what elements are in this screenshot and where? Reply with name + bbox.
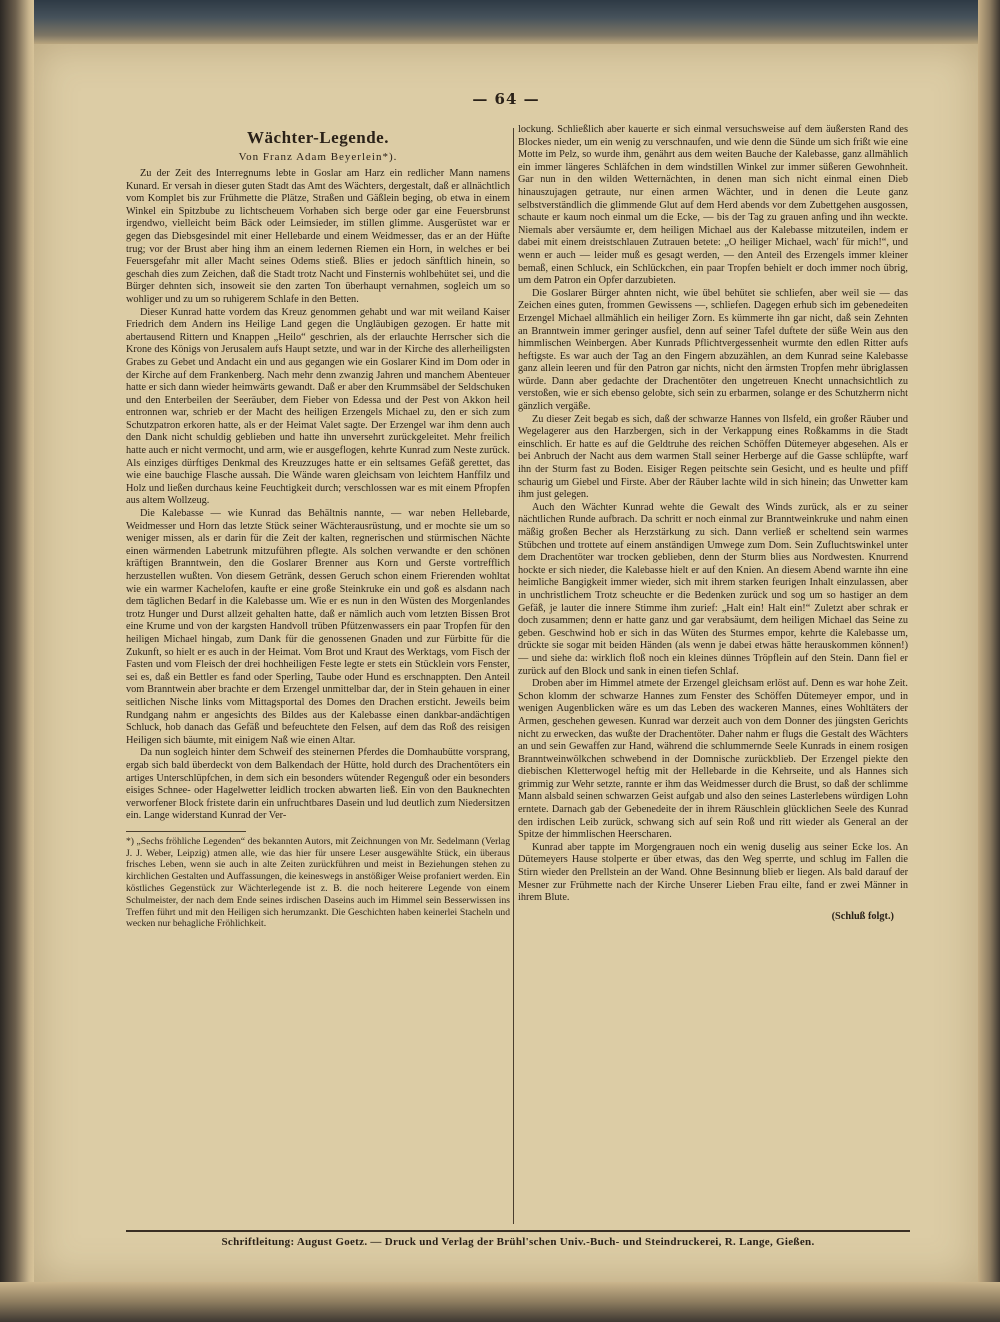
paragraph: Die Kalebasse — wie Kunrad das Behältnis nannte, — war neben Hellebarde, Weidmesser und Horn das letzte Stück seiner Wächterausrüstung, und er mochte sie um so weniger missen, als er darin für die Zeit der kalten, regnerischen und stürmischen Nächte einen wärmenden Labetrunk mitzuführen pflegte. Als solchen verwandte er den schönen kräftigen Branntwein, den die Goslarer Brenner aus Korn und Gerste vortrefflich herzustellen wußten. Von diesem Getränk, dessen Geruch schon einem Frierenden wohltat wie ein warmer Kachelofen, kaufte er eine große Steinkruke ein und goß es alsdann nach dem täglichen Bedarf in die Kalebasse um. Wie er es nun in den Wüsten des Morgenlandes trotz Hunger und Durst allzeit gehalten hatte, daß er nämlich auch vom letzten Bissen Brot eine Krume und von der kargsten Handvoll trüben Pfützenwassers ein paar Tropfen für den heiligen Michael hingab, zum Dank für die genossenen Gnaden und zur Fürbitte für die Zukunft, so hielt er es auch in der Heimat. Vom Brot und Kraut des Werktags, vom Fisch der Fasten und vom Fleisch der drei hochheiligen Feste legte er stets ein Stücklein vors Fenster, sei es, daß ein Bettler es fand oder Sperling, Taube oder Hund es erschnappten. Den Anteil vom Branntwein aber brachte er dem Erzengel unmittelbar dar, der in Stein gehauen in einer seitlichen Nische links vom Mittagsportal des Domes den Drachen ersticht. Jeweils beim Rundgang nahm er angesichts des Bildes aus der Kalebasse einen dankbar-andächtigen Schluck, hob danach das Gefäß und befeuchtete den Felsen, auf dem das Roß des reisigen Heiligen sich bäumte, mit einigem Naß wie einen Altar.: [126, 508, 510, 746]
footnote-divider: [126, 831, 246, 832]
left-column: [126, 124, 510, 1232]
right-column: [518, 124, 908, 1232]
footer-divider: [126, 1230, 910, 1232]
paragraph: lockung. Schließlich aber kauerte er sich einmal versuchsweise auf dem äußersten Rand des Blockes nieder, um ein wenig zu verschnaufen, und wie denn die Sünde um sich frißt wie eine Motte im Pelz, so wurde ihm, genährt aus dem weiten Bauche der Kalebasse, ganz allmählich ein immer längeres Schläfchen in dem windstillen Winkel zur immer süßeren Gewohnheit. Gar nun in den wilden Wetternächten, in denen man sich nicht einmal einen Dieb hinauszujagen getraute, nur einen armen Wächter, und in denen die Leute ganz selbstverständlich die glimmende Glut auf dem Herd abends vor dem Zubettgehen ausgossen, schaute er kaum noch einmal um die Ecke, — bis der Tag zu grauen anfing und ihn weckte. Niemals aber versäumte er, dem heiligen Michael aus der Kalebasse mitzuteilen, indem er dabei mit einem dreistschlauen Zutrauen betete: „O heiliger Michael, wach' für mich!“, und wenn er auch — leider muß es gesagt werden, — den Anteil des Erzengels immer kleiner bemaß, einen Schluck, ein Schlückchen, ein paar Tropfen behielt er doch immer noch übrig, um dem Patron ein Opfer darzubieten.: [518, 124, 908, 287]
column-divider: [513, 128, 514, 1224]
to-be-continued-note: (Schluß folgt.): [831, 910, 894, 922]
paragraph: Die Goslarer Bürger ahnten nicht, wie übel behütet sie schliefen, aber weil sie — das Zeichen eines guten, frommen Gewissens —, schliefen. Dagegen erhub sich im gebenedeiten Erzengel Michael allmählich ein heiliger Zorn. Es kümmerte ihn gar nicht, daß sein Zehnten an Branntwein immer geringer ausfiel, denn auf seiner Tafel duftete der süße Wein aus den himmlischen Weinbergen. Aber Kunrads Pflichtvergessenheit wurmte den edlen Ritter aufs heftigste. Es war auch der Tag an den Fingern abzuzählen, an dem Kunrad seine Kalebasse ganz allein leeren und für den Patron gar nichts, nicht den ärmsten Tropfen mehr übriglassen würde. Dann aber gedachte der Drachentöter den ungetreuen Knecht unnachsichtlich zu verstoßen, wie er sich ebenso gelobte, sich sein zu erbarmen, solange er des Schutzherrn nicht gänzlich vergäße.: [518, 287, 908, 413]
book-binding-left: [0, 0, 34, 1322]
paragraph: Droben aber im Himmel atmete der Erzengel gleichsam erlöst auf. Denn es war hohe Zeit. Schon klomm der schwarze Hannes zum Fenster des Schöffen Dütemeyer empor, und in wenigen Augenblicken wäre es um das Leben des wackeren Mannes, eines Wohltäters der Armen, geschehen gewesen. Kunrad war derzeit auch von dem Donner des jüngsten Gerichts nicht zu erwecken, das wußte der Drachentöter. Daher nahm er flugs die Gestalt des Wächters an und sein Gewaffen zur Hand, während die schlummernde Seele Kunrads in einem rosigen Branntweinwölkchen schwebend in der Domnische zurückblieb. Der Erzengel piekte den diebischen Kletterwogel heftig mit der Hellebarde in die Kehrseite, und als Hannes sich grimmig zur Wehr setzte, rannte er ihm das Weidmesser durch die Brust, so daß der schlimme Mann alsbald seinen schwarzen Geist aufgab und also den seines Lasterlebens würdigen Lohn erntete. Darnach gab der Gebenedeite der in ihrem Räuschlein glücklichen Seele des Kunrad den irdischen Leib zurück, schwang sich auf sein Roß und ritt wieder als General an der Spitze der himmlischen Heerscharen.: [518, 678, 908, 841]
book-binding-top: [0, 0, 1000, 44]
page-number: — 64 —: [472, 90, 540, 108]
book-binding-bottom: [0, 1282, 1000, 1322]
paragraph: Zu dieser Zeit begab es sich, daß der schwarze Hannes von Ilsfeld, ein großer Räuber und Wegelagerer aus den Harzbergen, sich in der Verkappung eines Roßkamms in die Stadt einschlich. Er hatte es auf die Geldtruhe des reichen Schöffen Dütemeyer abgesehen. Als er bei Anbruch der Nacht aus dem warmen Stall seiner Herberge auf die Gasse schlüpfte, warf ihn der Sturm fast zu Boden. Eisiger Regen peitschte sein Gesicht, und es heulte und pfiff schaurig um Giebel und Firste. Aber der Räuber lachte wild in sich hinein; das Unwetter kam ihm just gelegen.: [518, 413, 908, 501]
newspaper-page: [34, 44, 978, 1282]
book-binding-right: [978, 0, 1000, 1322]
imprint-footer: Schriftleitung: August Goetz. — Druck und Verlag der Brühl'schen Univ.-Buch- und Steindruckerei, R. Lange, Gießen.: [221, 1236, 815, 1248]
article-byline: Von Franz Adam Beyerlein*).: [238, 151, 398, 163]
article-title: Wächter-Legende.: [247, 128, 389, 147]
paragraph: Da nun sogleich hinter dem Schweif des steinernen Pferdes die Domhaubütte vorsprang, ergab sich bald überdeckt von dem Balkendach der Hütte, hold durch des Drachentöters ein artiges Unterschlüpfchen, in dem sich ein besonders wütender Regenguß oder ein besonders eisiges Schnee- oder Hagelwetter leidlich trocken abwarten ließ. Ein von den Bauknechten verworfener Block fristete darin ein unfruchtbares Dasein und lud deutlich zum Niedersitzen ein. Lange widerstand Kunrad der Ver-: [126, 747, 510, 822]
paragraph: Auch den Wächter Kunrad wehte die Gewalt des Winds zurück, als er zu seiner nächtlichen Runde aufbrach. Da schritt er noch einmal zur Branntweinkruke und nahm einen mäßig großen Becher als Herzstärkung zu sich. Dann verließ er scheltend sein warmes Stübchen und trottete auf einem anständigen Umwege zum Dom. Sein Zufluchtswinkel unter dem Drachentöter war trocken geblieben, denn der Sturm blies aus Nordwesten. Knurrend hockte er sich nieder, die Kalebasse hielt er auf den Knien. An diesem Abend warnte ihn eine heimliche Bangigkeit immer wieder, sich mit ihrem starken feurigen Inhalt einzulassen, aber in unchristlichem Trotz scheuchte er die Bedenken zurück und sog um so hastiger an dem Gefäß, je lauter die innere Stimme ihm zurief: „Halt ein! Halt ein!“ Zuletzt aber schrak er doch zusammen; denn er hatte ganz und gar verabsäumt, dem heiligen Michael das Seine zu geben. Geschwind hob er sich in das Wüten des Sturmes empor, kehrte die Kalebasse um, drückte sie sogar mit beiden Händen (als wenn je dabei etwas hätte herauskommen können!) — und siehe da: wirklich floß noch ein kleines dünnes Tröpflein auf den Stein. Dann fiel er zurück auf den Block und sank in einen tiefen Schlaf.: [518, 501, 908, 677]
paragraph: Dieser Kunrad hatte vordem das Kreuz genommen gehabt und war mit weiland Kaiser Friedrich dem Andern ins Heilige Land gegen die Ungläubigen gezogen. Er hatte mit abertausend Rittern und Knappen „Heilo“ geschrien, als der erlauchte Herrscher sich die Krone des Königs von Jerusalem aufs Haupt setzte, und war in der Kirche des allerheiligsten Grabes zu Gebet und Andacht ein und aus gegangen wie ein Goslarer Kind im Dom oder in der Kirche auf dem Frankenberg. Nach mehr denn zwanzig Jahren und manchem Abenteuer hatte er sich dann wieder heimwärts gewandt. Daß er aber den Krummsäbel der Seldschuken und den Enterbeilen der Seeräuber, dem Fieber von Edessa und der Pest von Akkon heil entronnen war, schrieb er der Macht des heiligen Erzengels Michael zu, den er sich zum Schutzpatron erkoren hatte, als er der Heimat Valet sagte. Der Erzengel war ihm denn auch den Dank nicht schuldig geblieben und hatte ihn unversehrt zurückgeleitet. Mehr freilich hatte auch er nicht vermocht, und arm, wie er ausgeflogen, kehrte Kunrad zum Neste zurück. Als einziges dürftiges Denkmal des Kreuzzuges hatte er ein seltsames Gefäß gerettet, das wie eine bauchige Flasche aussah. Die Wände waren gleichsam von leichtem Hanffilz und Holz und ließen durchaus keine Feuchtigkeit durch; verschlossen war es mit einem Pfropfen aus altem Wollzeug.: [126, 306, 510, 507]
paragraph: Zu der Zeit des Interregnums lebte in Goslar am Harz ein redlicher Mann namens Kunard. Er versah in dieser guten Stadt das Amt des Wächters, dergestalt, daß er allnächtlich vom Komplet bis zur Frühmette die Plätze, Straßen und Gäßlein beging, ob etwa in einem Winkel ein Spitzbube zu lichtscheuem Vorhaben sich berge oder gar eine Feuersbrunst irgendwo, vielleicht beim Bäck oder Leimsieder, im stillen glimme. Ausgerüstet war er gegen das Diebsgesindel mit einer Hellebarde und einem Weidmesser, das er an der Hüfte trug; vor der Brust aber hing ihm an einem ledernen Riemen ein Horn, in welches er bei Feuersgefahr mit aller Macht seines Odems stieß. Blies er jedoch sänftlich hinein, so geschah dies zum Zeichen, daß die Stadt trotz Nacht und Finsternis wohlbehütet sei, und die Bürger dehnten sich, insoweit sie den zarten Ton überhaupt vernahmen, sogleich um so wohliger und zu um so ruhigerem Schlafe in den Betten.: [126, 168, 510, 305]
paragraph: Kunrad aber tappte im Morgengrauen noch ein wenig duselig aus seiner Ecke los. An Dütemeyers Hause stolperte er über etwas, das den Weg sperrte, und schlug im Fallen die Stirn wieder den Prellstein an der Wand. Ohne Besinnung blieb er liegen. Als bald darauf der Mesner zur Frühmette nach der Kirche Unserer Lieben Frau eilte, fand er zwei Männer in ihrem Blute.: [518, 841, 908, 904]
footnote: *) „Sechs fröhliche Legenden“ des bekannten Autors, mit Zeichnungen von Mr. Sedelmann (Verlag J. J. Weber, Leipzig) atmen alle, wie das hier für unsere Leser ausgewählte Stück, ein überaus frisches Leben, wenn sie auch in alte Zeiten zurückführen und meist in Beziehungen stehen zu kirchlichen Gestalten und Auffassungen, die keineswegs in anstößiger Weise profaniert werden. Ein köstliches Gegenstück zur Wächterlegende ist z. B. die noch heiterere Legende von einem Schulmeister, der nach dem Ende seines irdischen Daseins auch im Himmel sein Besserwissen ins Treffen führt und mit den Heiligen sich herumzankt. Die Geschichten haben keinerlei Stacheln und wecken nur behagliche Fröhlichkeit.: [126, 835, 510, 930]
